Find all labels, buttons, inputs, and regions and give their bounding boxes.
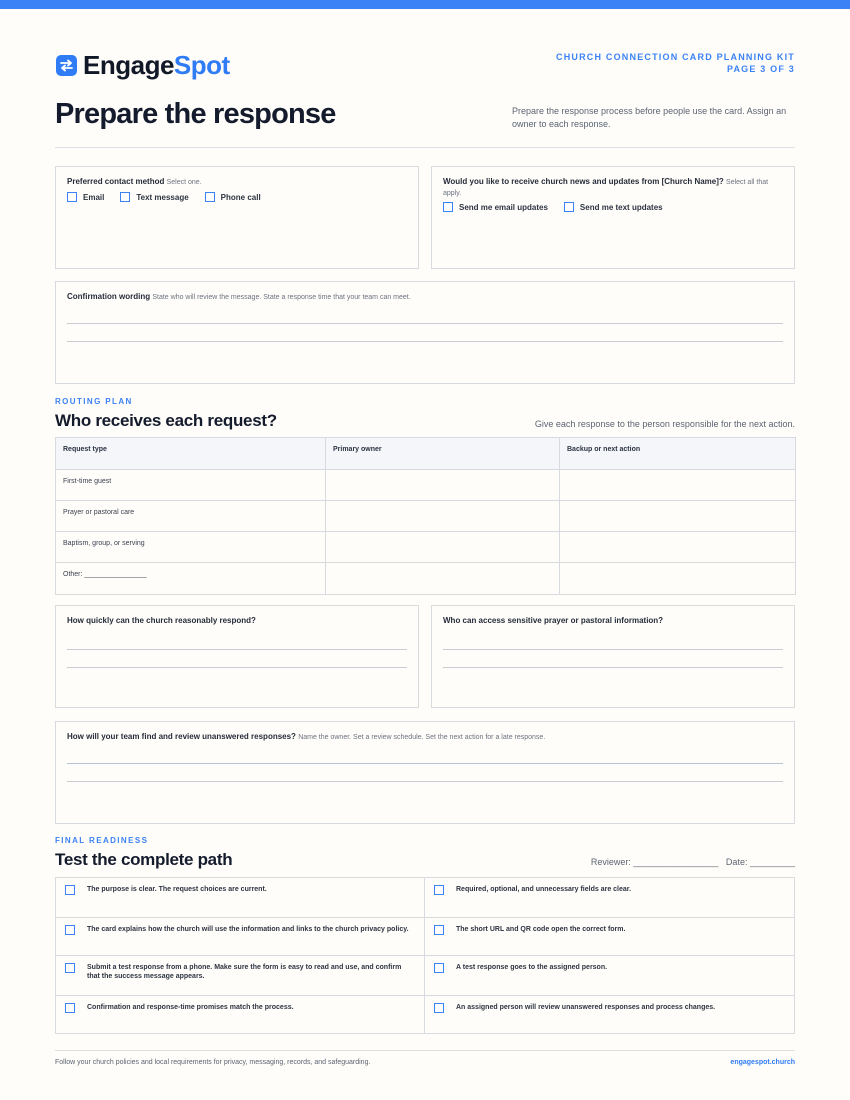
unanswered-hint: Name the owner. Set a review schedule. Set the next action for a late response.: [298, 734, 546, 741]
write-line[interactable]: [67, 649, 407, 650]
option-email-updates[interactable]: Send me email updates: [443, 202, 548, 212]
request-type-cell: Prayer or pastoral care: [56, 501, 326, 532]
table-row: [56, 501, 796, 532]
write-line[interactable]: [67, 763, 783, 764]
checklist-item[interactable]: The short URL and QR code open the correct form.: [425, 918, 794, 955]
routing-title: Who receives each request?: [55, 411, 277, 430]
contact-method-label: Preferred contact method: [67, 177, 165, 186]
swap-arrows-icon: [56, 55, 77, 76]
readiness-eyebrow: FINAL READINESS: [55, 836, 149, 845]
sensitive-access-box: [431, 605, 795, 708]
confirmation-hint: State who will review the message. State a response time that your team can meet.: [152, 294, 411, 301]
checkbox[interactable]: [65, 1003, 75, 1013]
option-email[interactable]: Email: [67, 192, 104, 202]
response-speed-label: How quickly can the church reasonably respond?: [67, 616, 256, 625]
column-header: Request type: [56, 438, 326, 470]
table-row: [56, 532, 796, 563]
checklist-row: [56, 878, 794, 918]
write-line[interactable]: [443, 649, 783, 650]
backup-cell[interactable]: [560, 563, 796, 595]
column-header: Primary owner: [326, 438, 560, 470]
option-text-updates[interactable]: Send me text updates: [564, 202, 663, 212]
option-text-message[interactable]: Text message: [120, 192, 188, 202]
top-accent-bar: [0, 0, 850, 9]
checklist-item[interactable]: Confirmation and response-time promises match the process.: [56, 996, 425, 1033]
primary-owner-cell[interactable]: [326, 501, 560, 532]
checkbox[interactable]: [434, 885, 444, 895]
unanswered-responses-box: [55, 721, 795, 824]
checklist-row: [56, 996, 794, 1033]
write-line[interactable]: [67, 667, 407, 668]
checkbox[interactable]: [120, 192, 130, 202]
unanswered-label: How will your team find and review unanswered responses?: [67, 732, 296, 741]
news-updates-label: Would you like to receive church news and updates from [Church Name]?: [443, 177, 724, 186]
checkbox[interactable]: [65, 885, 75, 895]
footer-website-link[interactable]: engagespot.church: [730, 1059, 795, 1066]
checklist-item[interactable]: The card explains how the church will use the information and links to the church privacy policy.: [56, 918, 425, 955]
request-type-cell: First-time guest: [56, 470, 326, 501]
page-label: PAGE 3 OF 3: [726, 64, 795, 74]
brand-name-part1: Engage: [83, 50, 174, 80]
write-line[interactable]: [67, 781, 783, 782]
kit-title: CHURCH CONNECTION CARD PLANNING KIT: [556, 52, 795, 62]
checklist-item[interactable]: Required, optional, and unnecessary fields are clear.: [425, 878, 794, 917]
checkbox[interactable]: [434, 1003, 444, 1013]
divider: [55, 147, 795, 148]
checkbox[interactable]: [65, 963, 75, 973]
checkbox[interactable]: [564, 202, 574, 212]
checklist-item[interactable]: The purpose is clear. The request choices are current.: [56, 878, 425, 917]
news-updates-box: [431, 166, 795, 269]
primary-owner-cell[interactable]: [326, 470, 560, 501]
confirmation-label: Confirmation wording: [67, 292, 151, 301]
write-line[interactable]: [443, 667, 783, 668]
primary-owner-cell[interactable]: [326, 532, 560, 563]
checklist-row: [56, 956, 794, 996]
checklist-item[interactable]: A test response goes to the assigned person.: [425, 956, 794, 995]
checkbox[interactable]: [205, 192, 215, 202]
request-type-cell: Baptism, group, or serving: [56, 532, 326, 563]
backup-cell[interactable]: [560, 501, 796, 532]
checkbox[interactable]: [443, 202, 453, 212]
kit-label: [556, 51, 795, 75]
write-line[interactable]: [67, 323, 783, 324]
routing-table: [55, 437, 796, 595]
checkbox[interactable]: [65, 925, 75, 935]
option-phone-call[interactable]: Phone call: [205, 192, 261, 202]
page-title: Prepare the response: [55, 98, 336, 130]
contact-method-hint: Select one.: [166, 179, 202, 186]
primary-owner-cell[interactable]: [326, 563, 560, 595]
routing-eyebrow: ROUTING PLAN: [55, 397, 133, 406]
readiness-checklist: [55, 877, 795, 1034]
readiness-title: Test the complete path: [55, 850, 233, 869]
news-updates-hint: Select all that apply.: [443, 179, 769, 197]
column-header: Backup or next action: [560, 438, 796, 470]
request-type-cell[interactable]: Other: ________________: [56, 563, 326, 595]
write-line[interactable]: [67, 341, 783, 342]
backup-cell[interactable]: [560, 470, 796, 501]
sensitive-access-label: Who can access sensitive prayer or pastoral information?: [443, 616, 664, 625]
response-speed-box: [55, 605, 419, 708]
checkbox[interactable]: [434, 963, 444, 973]
footer-note: Follow your church policies and local requirements for privacy, messaging, records, and safeguarding.: [55, 1059, 371, 1066]
contact-method-box: [55, 166, 419, 269]
routing-note: Give each response to the person responsible for the next action.: [534, 419, 795, 429]
brand-logo: [56, 50, 230, 80]
checklist-item[interactable]: An assigned person will review unanswered responses and process changes.: [425, 996, 794, 1033]
checklist-row: [56, 918, 794, 956]
footer-divider: [55, 1050, 795, 1051]
intro-text: Prepare the response process before people use the card. Assign an owner to each response.: [512, 106, 787, 129]
confirmation-wording-box: [55, 281, 795, 384]
table-row: [56, 470, 796, 501]
reviewer-date-field[interactable]: Reviewer: _________________ Date: _________: [590, 857, 795, 867]
checkbox[interactable]: [434, 925, 444, 935]
table-row: [56, 563, 796, 595]
backup-cell[interactable]: [560, 532, 796, 563]
checklist-item[interactable]: Submit a test response from a phone. Make sure the form is easy to read and use, and confirm that the success message appears.: [56, 956, 425, 995]
brand-name-part2: Spot: [173, 50, 230, 80]
checkbox[interactable]: [67, 192, 77, 202]
table-header-row: [56, 438, 796, 470]
